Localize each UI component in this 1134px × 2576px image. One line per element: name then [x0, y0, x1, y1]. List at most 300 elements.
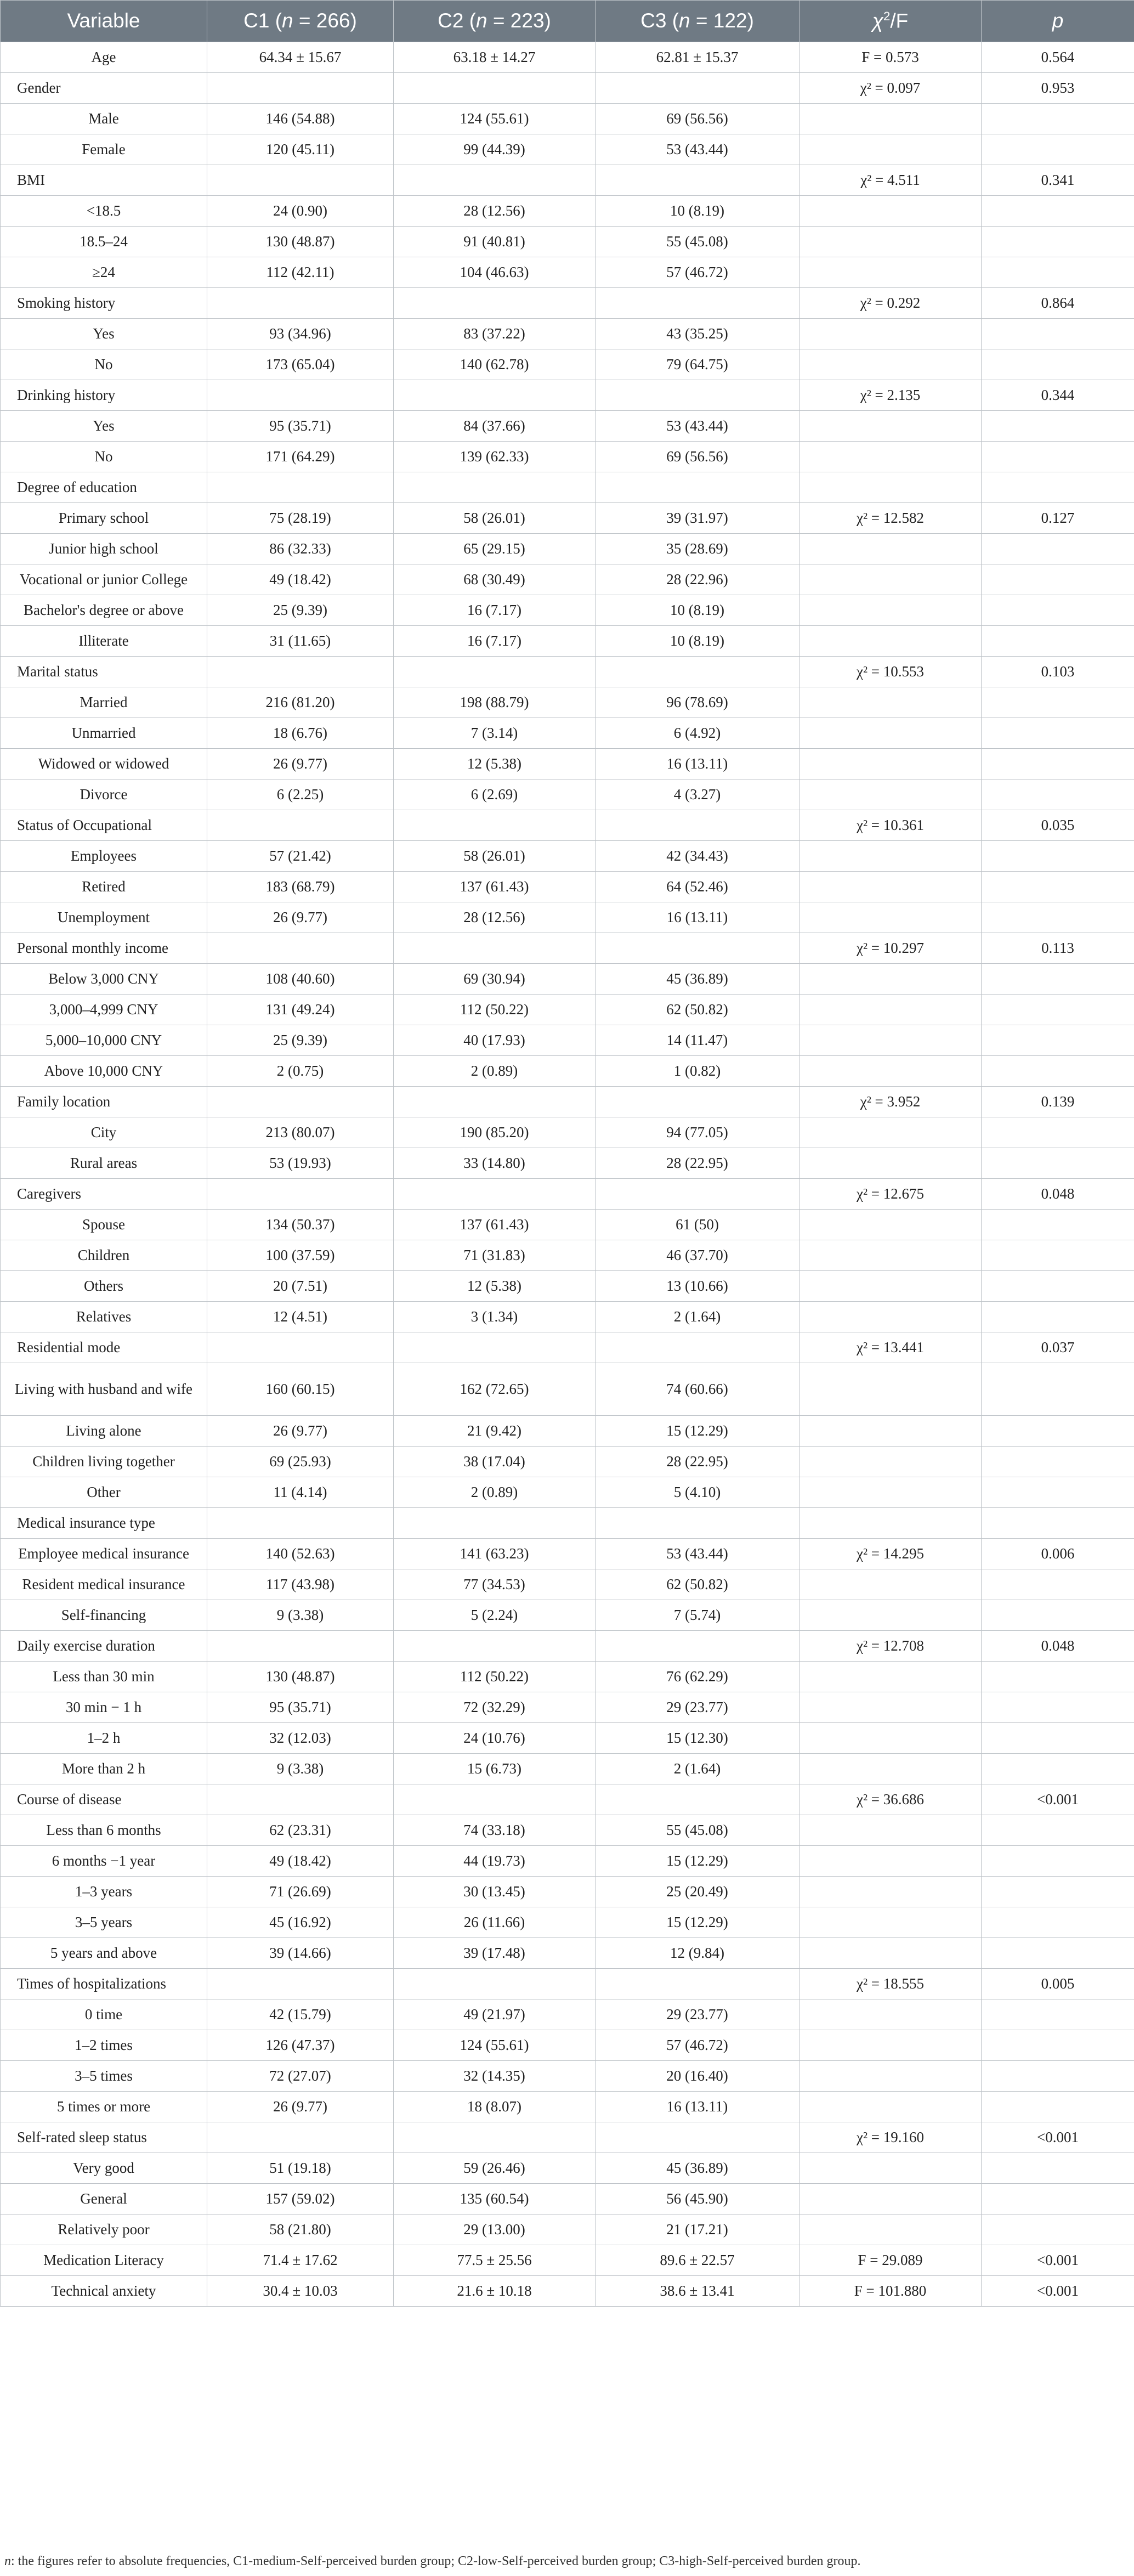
table-row [1, 2153, 1134, 2184]
cell-c3 [596, 73, 800, 104]
cell-c1: 213 (80.07) [207, 1117, 394, 1148]
cell-statistic [800, 626, 982, 657]
cell-p-value [982, 1302, 1134, 1332]
cell-c1: 32 (12.03) [207, 1723, 394, 1754]
cell-statistic: χ² = 19.160 [800, 2122, 982, 2153]
table-row [1, 2061, 1134, 2092]
cell-p-value [982, 626, 1134, 657]
cell-c3: 57 (46.72) [596, 257, 800, 288]
cell-variable: Status of Occupational [1, 810, 207, 841]
cell-c1: 51 (19.18) [207, 2153, 394, 2184]
cell-c1: 62 (23.31) [207, 1815, 394, 1846]
cell-c3: 94 (77.05) [596, 1117, 800, 1148]
cell-p-value: 0.139 [982, 1087, 1134, 1117]
cell-p-value: <0.001 [982, 2245, 1134, 2276]
cell-c2 [394, 288, 596, 319]
cell-c2 [394, 472, 596, 503]
cell-variable: 3–5 times [1, 2061, 207, 2092]
table-row [1, 1846, 1134, 1877]
table-row [1, 1363, 1134, 1416]
cell-p-value [982, 319, 1134, 349]
cell-c1: 25 (9.39) [207, 1025, 394, 1056]
cell-c3: 2 (1.64) [596, 1302, 800, 1332]
cell-c3: 42 (34.43) [596, 841, 800, 872]
cell-statistic [800, 1148, 982, 1179]
cell-c3: 16 (13.11) [596, 902, 800, 933]
cell-c3 [596, 472, 800, 503]
cell-statistic [800, 319, 982, 349]
cell-p-value [982, 687, 1134, 718]
cell-c2: 30 (13.45) [394, 1877, 596, 1907]
cell-c1: 6 (2.25) [207, 779, 394, 810]
cell-p-value [982, 411, 1134, 442]
cell-statistic [800, 1600, 982, 1631]
cell-variable: No [1, 349, 207, 380]
cell-variable: Illiterate [1, 626, 207, 657]
cell-variable: Primary school [1, 503, 207, 534]
cell-c3: 55 (45.08) [596, 227, 800, 257]
cell-c2: 29 (13.00) [394, 2215, 596, 2245]
cell-statistic [800, 1302, 982, 1332]
cell-c2: 135 (60.54) [394, 2184, 596, 2215]
cell-c3: 55 (45.08) [596, 1815, 800, 1846]
cell-variable: Personal monthly income [1, 933, 207, 964]
cell-p-value [982, 257, 1134, 288]
cell-c1: 58 (21.80) [207, 2215, 394, 2245]
cell-statistic: χ² = 10.361 [800, 810, 982, 841]
cell-p-value [982, 442, 1134, 472]
cell-variable: Resident medical insurance [1, 1569, 207, 1600]
category-row [1, 1631, 1134, 1662]
cell-c3 [596, 165, 800, 196]
cell-c1 [207, 380, 394, 411]
cell-p-value [982, 1754, 1134, 1784]
cell-c1: 86 (32.33) [207, 534, 394, 564]
cell-variable: Below 3,000 CNY [1, 964, 207, 995]
category-row [1, 1179, 1134, 1210]
cell-variable: Times of hospitalizations [1, 1969, 207, 1999]
cell-statistic [800, 1877, 982, 1907]
table-row [1, 411, 1134, 442]
cell-p-value [982, 2153, 1134, 2184]
cell-statistic [800, 872, 982, 902]
cell-c3: 10 (8.19) [596, 196, 800, 227]
cell-statistic [800, 964, 982, 995]
table-row [1, 995, 1134, 1025]
cell-variable: 6 months −1 year [1, 1846, 207, 1877]
cell-statistic [800, 749, 982, 779]
table-row [1, 964, 1134, 995]
cell-c2: 59 (26.46) [394, 2153, 596, 2184]
cell-c3: 15 (12.29) [596, 1416, 800, 1447]
cell-c1 [207, 165, 394, 196]
cell-variable: Employees [1, 841, 207, 872]
cell-c2 [394, 73, 596, 104]
cell-c2: 124 (55.61) [394, 2030, 596, 2061]
cell-statistic: χ² = 0.097 [800, 73, 982, 104]
cell-statistic [800, 841, 982, 872]
cell-variable: Unemployment [1, 902, 207, 933]
cell-c1: 49 (18.42) [207, 1846, 394, 1877]
cell-c1: 100 (37.59) [207, 1240, 394, 1271]
header-c3: C3 (n = 122) [596, 1, 800, 42]
cell-statistic [800, 134, 982, 165]
category-row [1, 810, 1134, 841]
cell-p-value [982, 1271, 1134, 1302]
cell-c1: 171 (64.29) [207, 442, 394, 472]
cell-c1: 69 (25.93) [207, 1447, 394, 1477]
cell-variable: 5 times or more [1, 2092, 207, 2122]
cell-p-value [982, 1662, 1134, 1692]
cell-c3: 29 (23.77) [596, 1692, 800, 1723]
cell-c1: 49 (18.42) [207, 564, 394, 595]
cell-variable: General [1, 2184, 207, 2215]
cell-p-value [982, 2215, 1134, 2245]
cell-variable: 18.5–24 [1, 227, 207, 257]
cell-p-value: 0.864 [982, 288, 1134, 319]
table-row [1, 749, 1134, 779]
cell-variable: Junior high school [1, 534, 207, 564]
cell-p-value [982, 472, 1134, 503]
cell-c3 [596, 2122, 800, 2153]
cell-p-value [982, 1569, 1134, 1600]
cell-c3: 57 (46.72) [596, 2030, 800, 2061]
cell-variable: BMI [1, 165, 207, 196]
cell-c2: 91 (40.81) [394, 227, 596, 257]
cell-c1: 131 (49.24) [207, 995, 394, 1025]
table-row [1, 1117, 1134, 1148]
cell-statistic [800, 442, 982, 472]
cell-statistic [800, 564, 982, 595]
table-row [1, 349, 1134, 380]
cell-c3: 38.6 ± 13.41 [596, 2276, 800, 2307]
cell-variable: Self-financing [1, 1600, 207, 1631]
cell-variable: City [1, 1117, 207, 1148]
cell-c3: 56 (45.90) [596, 2184, 800, 2215]
table-row [1, 564, 1134, 595]
cell-c3 [596, 1784, 800, 1815]
cell-variable: 5,000–10,000 CNY [1, 1025, 207, 1056]
cell-variable: Others [1, 1271, 207, 1302]
cell-variable: Caregivers [1, 1179, 207, 1210]
cell-statistic: χ² = 0.292 [800, 288, 982, 319]
cell-c3: 12 (9.84) [596, 1938, 800, 1969]
cell-variable: Children living together [1, 1447, 207, 1477]
cell-variable: 1–2 h [1, 1723, 207, 1754]
category-row [1, 1969, 1134, 1999]
cell-p-value [982, 995, 1134, 1025]
cell-c1: 112 (42.11) [207, 257, 394, 288]
cell-c1: 130 (48.87) [207, 227, 394, 257]
category-row [1, 2122, 1134, 2153]
cell-statistic [800, 1240, 982, 1271]
cell-c2: 6 (2.69) [394, 779, 596, 810]
cell-p-value [982, 1999, 1134, 2030]
table-row [1, 1271, 1134, 1302]
cell-variable: Male [1, 104, 207, 134]
cell-c3: 62 (50.82) [596, 995, 800, 1025]
table-row [1, 626, 1134, 657]
cell-c2: 12 (5.38) [394, 749, 596, 779]
cell-p-value [982, 1363, 1134, 1416]
cell-c2: 33 (14.80) [394, 1148, 596, 1179]
cell-c3: 76 (62.29) [596, 1662, 800, 1692]
table-row [1, 1723, 1134, 1754]
cell-variable: Unmarried [1, 718, 207, 749]
cell-c3: 28 (22.95) [596, 1148, 800, 1179]
cell-c1 [207, 2122, 394, 2153]
cell-p-value [982, 749, 1134, 779]
cell-c1: 42 (15.79) [207, 1999, 394, 2030]
table-row [1, 196, 1134, 227]
table-row [1, 227, 1134, 257]
cell-c3 [596, 1332, 800, 1363]
cell-p-value: <0.001 [982, 2122, 1134, 2153]
cell-c2: 28 (12.56) [394, 902, 596, 933]
table-row [1, 442, 1134, 472]
table-row [1, 718, 1134, 749]
cell-variable: Residential mode [1, 1332, 207, 1363]
category-row [1, 380, 1134, 411]
cell-c2: 39 (17.48) [394, 1938, 596, 1969]
cell-c1: 57 (21.42) [207, 841, 394, 872]
cell-c2: 99 (44.39) [394, 134, 596, 165]
cell-variable: Less than 6 months [1, 1815, 207, 1846]
cell-c2: 104 (46.63) [394, 257, 596, 288]
cell-variable: Age [1, 42, 207, 73]
cell-c2: 162 (72.65) [394, 1363, 596, 1416]
cell-c2 [394, 933, 596, 964]
category-row [1, 472, 1134, 503]
cell-c2: 21.6 ± 10.18 [394, 2276, 596, 2307]
cell-c2 [394, 1508, 596, 1539]
cell-p-value [982, 1117, 1134, 1148]
category-row [1, 73, 1134, 104]
table-row [1, 1302, 1134, 1332]
cell-c2: 83 (37.22) [394, 319, 596, 349]
cell-c3 [596, 810, 800, 841]
cell-statistic [800, 902, 982, 933]
cell-p-value: 0.103 [982, 657, 1134, 687]
cell-variable: Relatives [1, 1302, 207, 1332]
cell-statistic [800, 2153, 982, 2184]
cell-c3: 4 (3.27) [596, 779, 800, 810]
cell-p-value [982, 534, 1134, 564]
cell-c3 [596, 288, 800, 319]
table-row [1, 1210, 1134, 1240]
cell-c3: 35 (28.69) [596, 534, 800, 564]
cell-c1 [207, 1508, 394, 1539]
cell-p-value [982, 1907, 1134, 1938]
cell-statistic [800, 1056, 982, 1087]
cell-statistic [800, 1271, 982, 1302]
cell-c2: 7 (3.14) [394, 718, 596, 749]
cell-c2: 77 (34.53) [394, 1569, 596, 1600]
cell-variable: Female [1, 134, 207, 165]
cell-c2: 198 (88.79) [394, 687, 596, 718]
cell-c2: 58 (26.01) [394, 841, 596, 872]
cell-statistic: χ² = 13.441 [800, 1332, 982, 1363]
cell-c1: 72 (27.07) [207, 2061, 394, 2092]
cell-p-value [982, 196, 1134, 227]
cell-c3: 15 (12.29) [596, 1907, 800, 1938]
table-row [1, 1600, 1134, 1631]
cell-statistic [800, 2030, 982, 2061]
cell-c3: 74 (60.66) [596, 1363, 800, 1416]
cell-variable: 0 time [1, 1999, 207, 2030]
cell-c3: 28 (22.95) [596, 1447, 800, 1477]
cell-c3: 2 (1.64) [596, 1754, 800, 1784]
table-row [1, 1447, 1134, 1477]
cell-p-value: <0.001 [982, 2276, 1134, 2307]
cell-variable: 5 years and above [1, 1938, 207, 1969]
category-row [1, 1508, 1134, 1539]
cell-c1: 130 (48.87) [207, 1662, 394, 1692]
cell-p-value [982, 1210, 1134, 1240]
table-row [1, 1815, 1134, 1846]
cell-c2: 28 (12.56) [394, 196, 596, 227]
cell-c2: 140 (62.78) [394, 349, 596, 380]
cell-p-value [982, 1148, 1134, 1179]
cell-c1: 71 (26.69) [207, 1877, 394, 1907]
cell-p-value: 0.127 [982, 503, 1134, 534]
cell-c3: 10 (8.19) [596, 626, 800, 657]
cell-c3: 46 (37.70) [596, 1240, 800, 1271]
cell-c1 [207, 657, 394, 687]
cell-c2 [394, 1784, 596, 1815]
table-row [1, 872, 1134, 902]
cell-c2: 49 (21.97) [394, 1999, 596, 2030]
cell-c3: 69 (56.56) [596, 442, 800, 472]
cell-p-value: 0.341 [982, 165, 1134, 196]
table-row [1, 687, 1134, 718]
table-row [1, 841, 1134, 872]
cell-c3: 1 (0.82) [596, 1056, 800, 1087]
cell-variable: 1–3 years [1, 1877, 207, 1907]
cell-p-value: 0.037 [982, 1332, 1134, 1363]
cell-variable: Less than 30 min [1, 1662, 207, 1692]
cell-c1 [207, 73, 394, 104]
cell-p-value [982, 2061, 1134, 2092]
cell-c3: 43 (35.25) [596, 319, 800, 349]
cell-c2: 5 (2.24) [394, 1600, 596, 1631]
cell-c1: 183 (68.79) [207, 872, 394, 902]
cell-variable: Degree of education [1, 472, 207, 503]
cell-c1: 216 (81.20) [207, 687, 394, 718]
cell-variable: 3–5 years [1, 1907, 207, 1938]
cell-c3: 13 (10.66) [596, 1271, 800, 1302]
table-row [1, 1692, 1134, 1723]
table-row [1, 1056, 1134, 1087]
cell-statistic [800, 995, 982, 1025]
cell-c3: 62.81 ± 15.37 [596, 42, 800, 73]
cell-c1: 157 (59.02) [207, 2184, 394, 2215]
cell-variable: Marital status [1, 657, 207, 687]
cell-variable: Course of disease [1, 1784, 207, 1815]
table-row [1, 1907, 1134, 1938]
table-row [1, 1240, 1134, 1271]
cell-c1: 9 (3.38) [207, 1754, 394, 1784]
cell-variable: Living alone [1, 1416, 207, 1447]
cell-variable: Divorce [1, 779, 207, 810]
header-row [1, 1, 1134, 42]
cell-variable: Self-rated sleep status [1, 2122, 207, 2153]
cell-c2 [394, 1332, 596, 1363]
cell-variable: 3,000–4,999 CNY [1, 995, 207, 1025]
cell-p-value: 0.953 [982, 73, 1134, 104]
cell-p-value: 0.006 [982, 1539, 1134, 1569]
cell-statistic [800, 472, 982, 503]
cell-p-value [982, 349, 1134, 380]
cell-statistic: χ² = 10.297 [800, 933, 982, 964]
cell-p-value: 0.048 [982, 1631, 1134, 1662]
cell-statistic [800, 1723, 982, 1754]
cell-c3: 53 (43.44) [596, 134, 800, 165]
cell-c2: 139 (62.33) [394, 442, 596, 472]
cell-variable: Yes [1, 319, 207, 349]
cell-statistic: χ² = 36.686 [800, 1784, 982, 1815]
cell-variable: Above 10,000 CNY [1, 1056, 207, 1087]
cell-c1: 26 (9.77) [207, 1416, 394, 1447]
cell-statistic [800, 2215, 982, 2245]
cell-variable: Daily exercise duration [1, 1631, 207, 1662]
cell-c1: 75 (28.19) [207, 503, 394, 534]
cell-c1: 64.34 ± 15.67 [207, 42, 394, 73]
header-c2: C2 (n = 223) [394, 1, 596, 42]
cell-c2 [394, 1087, 596, 1117]
cell-c2: 77.5 ± 25.56 [394, 2245, 596, 2276]
cell-variable: Children [1, 1240, 207, 1271]
cell-p-value [982, 1416, 1134, 1447]
cell-p-value [982, 964, 1134, 995]
category-row [1, 1087, 1134, 1117]
cell-statistic [800, 257, 982, 288]
cell-p-value [982, 1692, 1134, 1723]
cell-c3: 79 (64.75) [596, 349, 800, 380]
cell-c3 [596, 1179, 800, 1210]
cell-c1: 45 (16.92) [207, 1907, 394, 1938]
cell-p-value [982, 2184, 1134, 2215]
cell-c2: 16 (7.17) [394, 626, 596, 657]
cell-c2: 12 (5.38) [394, 1271, 596, 1302]
cell-c3: 15 (12.30) [596, 1723, 800, 1754]
cell-c1: 108 (40.60) [207, 964, 394, 995]
cell-c1 [207, 1631, 394, 1662]
cell-c1: 93 (34.96) [207, 319, 394, 349]
table-header [1, 1, 1134, 42]
cell-c1: 24 (0.90) [207, 196, 394, 227]
cell-variable: Bachelor's degree or above [1, 595, 207, 626]
category-row [1, 1784, 1134, 1815]
cell-variable: ≥24 [1, 257, 207, 288]
cell-c1 [207, 933, 394, 964]
cell-variable: Retired [1, 872, 207, 902]
cell-p-value [982, 841, 1134, 872]
cell-statistic [800, 104, 982, 134]
cell-c2: 68 (30.49) [394, 564, 596, 595]
cell-variable: More than 2 h [1, 1754, 207, 1784]
cell-statistic [800, 196, 982, 227]
cell-c1: 95 (35.71) [207, 1692, 394, 1723]
cell-variable: Drinking history [1, 380, 207, 411]
cell-p-value [982, 1056, 1134, 1087]
cell-c3: 96 (78.69) [596, 687, 800, 718]
cell-statistic [800, 1754, 982, 1784]
cell-statistic [800, 1117, 982, 1148]
cell-c3 [596, 1969, 800, 1999]
table-body [1, 42, 1134, 2307]
cell-statistic [800, 1416, 982, 1447]
